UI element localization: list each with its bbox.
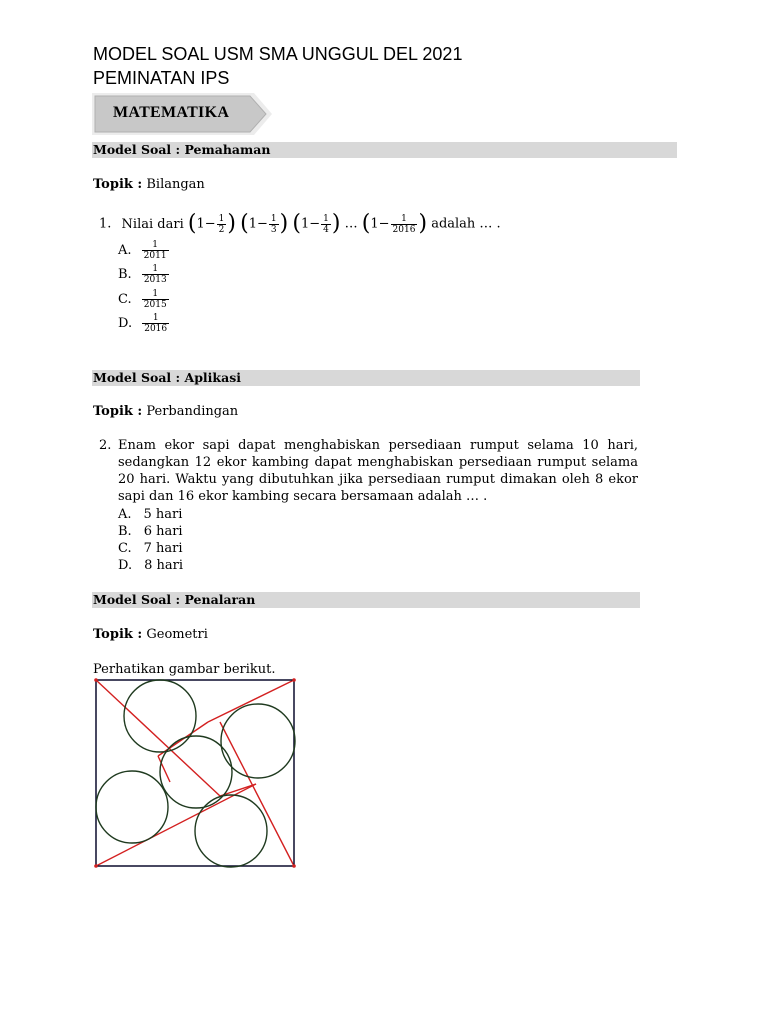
option-c[interactable]: C. $\frac{1}{2015}$ <box>118 289 167 310</box>
topic-geometri: Topik : Geometri <box>93 627 208 642</box>
topic-key: Topik : <box>93 177 143 192</box>
section-title-penalaran: Model Soal : Penalaran <box>93 592 256 607</box>
option-b[interactable]: B. $\frac{1}{2013}$ <box>118 264 167 285</box>
circle-center <box>160 736 232 808</box>
fraction: $\frac{1}{2016}$ <box>392 213 416 235</box>
section-title-pemahaman: Model Soal : Pemahaman <box>93 142 271 157</box>
option-b[interactable]: B. 6 hari <box>118 524 183 539</box>
fraction: $\frac{1}{3}$ <box>270 213 277 235</box>
topic-value: Bilangan <box>146 177 205 192</box>
question-number: 1. <box>99 216 112 232</box>
topic-bilangan <box>93 176 205 194</box>
option-c[interactable]: C. 7 hari <box>118 541 183 556</box>
geometry-figure <box>92 676 298 870</box>
question-1: 1. Nilai dari (1− $\frac{1}{2}$ ) (1− $\frac{1}{3}$ ) (1− $\frac{1}{4}$ ) … (1− $\frac{1}{2016}$ ) adalah … . <box>99 211 501 236</box>
circle-bottom <box>195 795 267 867</box>
question-prefix: Nilai dari <box>121 216 184 232</box>
document-title: MODEL SOAL USM SMA UNGGUL DEL 2021 <box>93 44 463 64</box>
question-2-text: Enam ekor sapi dapat menghabiskan persediaan rumput selama 10 hari, sedangkan 12 ekor kambing dapat menghabiskan persediaan rumput selama 20 hari. Waktu yang dibutuhkan jika persediaan rumput dimakan oleh 8 ekor sapi dan 16 ekor kambing secara bersamaan adalah … . <box>118 438 638 504</box>
fraction: $\frac{1}{2}$ <box>218 213 225 235</box>
question-3-intro: Perhatikan gambar berikut. <box>93 662 276 677</box>
document-subtitle: PEMINATAN IPS <box>93 68 230 88</box>
option-d[interactable]: D. $\frac{1}{2016}$ <box>118 313 168 334</box>
topic-perbandingan: Topik : Perbandingan <box>93 404 239 419</box>
question-2-number: 2. <box>99 438 112 453</box>
option-d[interactable]: D. 8 hari <box>118 558 183 573</box>
circle-bottom-left <box>96 771 168 843</box>
subject-label: MATEMATIKA <box>113 104 230 121</box>
option-a[interactable]: A. 5 hari <box>118 507 183 522</box>
question-suffix: adalah … . <box>431 216 501 232</box>
fraction: $\frac{1}{4}$ <box>323 213 329 235</box>
option-a[interactable]: A. $\frac{1}{2011}$ <box>118 240 167 261</box>
section-title-aplikasi: Model Soal : Aplikasi <box>93 370 241 385</box>
